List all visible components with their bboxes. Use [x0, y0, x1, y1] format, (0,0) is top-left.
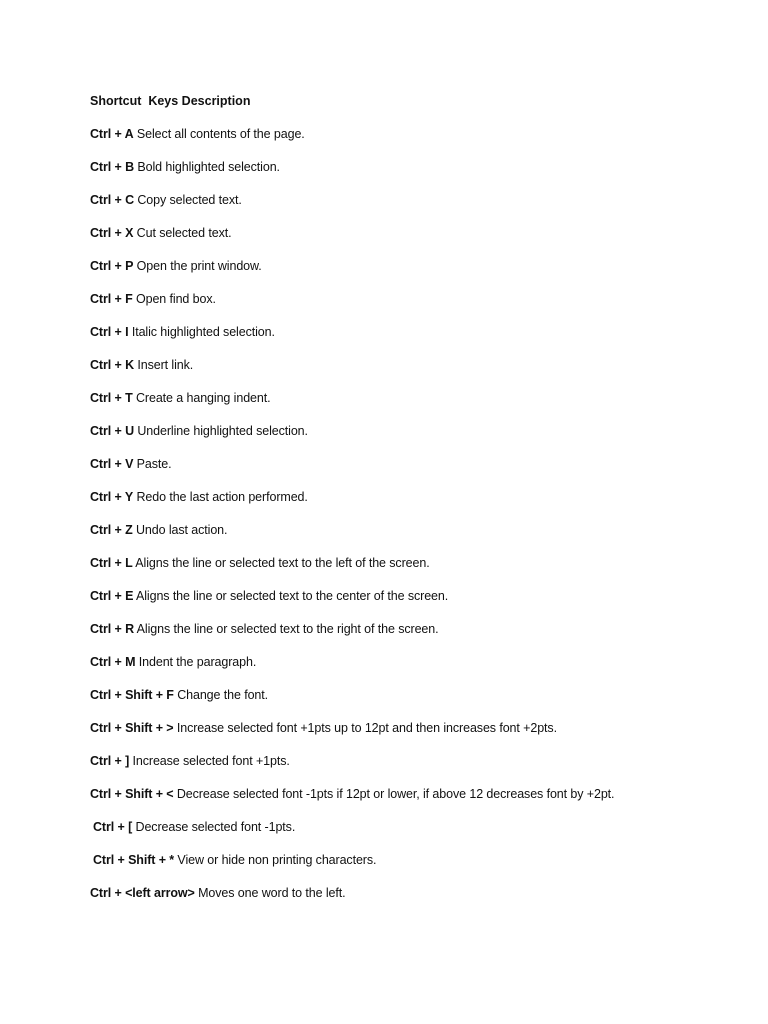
- shortcut-line: [90, 785, 730, 818]
- shortcut-line: [90, 290, 730, 323]
- shortcut-line: [90, 719, 730, 752]
- shortcut-line: [90, 455, 730, 488]
- document-body: [90, 92, 730, 917]
- shortcut-description: Indent the paragraph.: [135, 655, 257, 669]
- shortcut-key: Ctrl + F: [90, 292, 133, 306]
- shortcut-key: Ctrl + Z: [90, 523, 133, 537]
- shortcut-description: Decrease selected font -1pts if 12pt or lower, if above 12 decreases font by +2pt.: [173, 787, 615, 801]
- shortcut-key: Ctrl + K: [90, 358, 134, 372]
- shortcut-description: Open find box.: [132, 292, 216, 306]
- shortcut-line: [90, 521, 730, 554]
- shortcut-description: Insert link.: [134, 358, 194, 372]
- shortcut-key: Ctrl + X: [90, 226, 134, 240]
- shortcut-key: Ctrl + L: [90, 556, 133, 570]
- shortcut-description: Moves one word to the left.: [194, 886, 346, 900]
- shortcut-key: Ctrl + Y: [90, 490, 134, 504]
- shortcut-description: View or hide non printing characters.: [174, 853, 377, 867]
- shortcut-description: Decrease selected font -1pts.: [132, 820, 296, 834]
- shortcut-key: Ctrl + U: [90, 424, 134, 438]
- shortcut-line: [90, 191, 730, 224]
- shortcut-description: Aligns the line or selected text to the center of the screen.: [133, 589, 449, 603]
- shortcut-key: Ctrl + A: [90, 127, 134, 141]
- shortcut-key: Ctrl + Shift + *: [93, 853, 175, 867]
- shortcut-line: [90, 389, 730, 422]
- shortcut-description: Aligns the line or selected text to the right of the screen.: [134, 622, 439, 636]
- shortcut-key: Ctrl + M: [90, 655, 136, 669]
- shortcut-key: Ctrl + Shift + F: [90, 688, 174, 702]
- shortcut-line: [90, 554, 730, 587]
- shortcut-description: Undo last action.: [132, 523, 228, 537]
- shortcut-line: [90, 224, 730, 257]
- shortcut-key: Ctrl + T: [90, 391, 133, 405]
- shortcut-description: Create a hanging indent.: [132, 391, 271, 405]
- shortcut-description: Italic highlighted selection.: [128, 325, 275, 339]
- shortcut-line: [90, 752, 730, 785]
- shortcut-line: [90, 653, 730, 686]
- shortcut-key: Ctrl + <left arrow>: [90, 886, 195, 900]
- shortcut-description: Increase selected font +1pts up to 12pt and then increases font +2pts.: [173, 721, 557, 735]
- shortcut-key: Ctrl + ]: [90, 754, 130, 768]
- shortcut-description: Aligns the line or selected text to the left of the screen.: [132, 556, 430, 570]
- shortcut-key: Ctrl + P: [90, 259, 134, 273]
- shortcut-line: [90, 818, 730, 851]
- shortcut-description: Underline highlighted selection.: [134, 424, 308, 438]
- shortcut-key: Ctrl + R: [90, 622, 134, 636]
- shortcut-description: Redo the last action performed.: [133, 490, 308, 504]
- shortcut-description: Cut selected text.: [133, 226, 232, 240]
- shortcut-line: [90, 587, 730, 620]
- shortcut-line: [90, 851, 730, 884]
- shortcut-description: Paste.: [133, 457, 172, 471]
- shortcut-line: [90, 125, 730, 158]
- shortcut-line: [90, 686, 730, 719]
- shortcut-key: Ctrl + V: [90, 457, 134, 471]
- shortcut-description: Change the font.: [173, 688, 269, 702]
- shortcut-key: Ctrl + [: [93, 820, 133, 834]
- shortcut-key: Ctrl + Shift + <: [90, 787, 174, 801]
- shortcut-line: [90, 158, 730, 191]
- shortcut-description: Copy selected text.: [134, 193, 242, 207]
- shortcut-line: [90, 422, 730, 455]
- shortcut-key: Ctrl + B: [90, 160, 134, 174]
- shortcut-line: [90, 323, 730, 356]
- shortcut-description: Select all contents of the page.: [133, 127, 305, 141]
- shortcut-key: Ctrl + Shift + >: [90, 721, 174, 735]
- shortcut-key: Ctrl + I: [90, 325, 129, 339]
- shortcut-key: Ctrl + E: [90, 589, 134, 603]
- shortcut-line: [90, 620, 730, 653]
- shortcut-line: [90, 257, 730, 290]
- shortcut-key: Ctrl + C: [90, 193, 134, 207]
- shortcut-description: Increase selected font +1pts.: [129, 754, 290, 768]
- shortcut-line: [90, 488, 730, 521]
- shortcut-description: Bold highlighted selection.: [134, 160, 280, 174]
- shortcut-line: [90, 884, 730, 917]
- document-heading: Shortcut Keys Description: [90, 94, 251, 108]
- shortcut-description: Open the print window.: [133, 259, 262, 273]
- shortcut-line: [90, 356, 730, 389]
